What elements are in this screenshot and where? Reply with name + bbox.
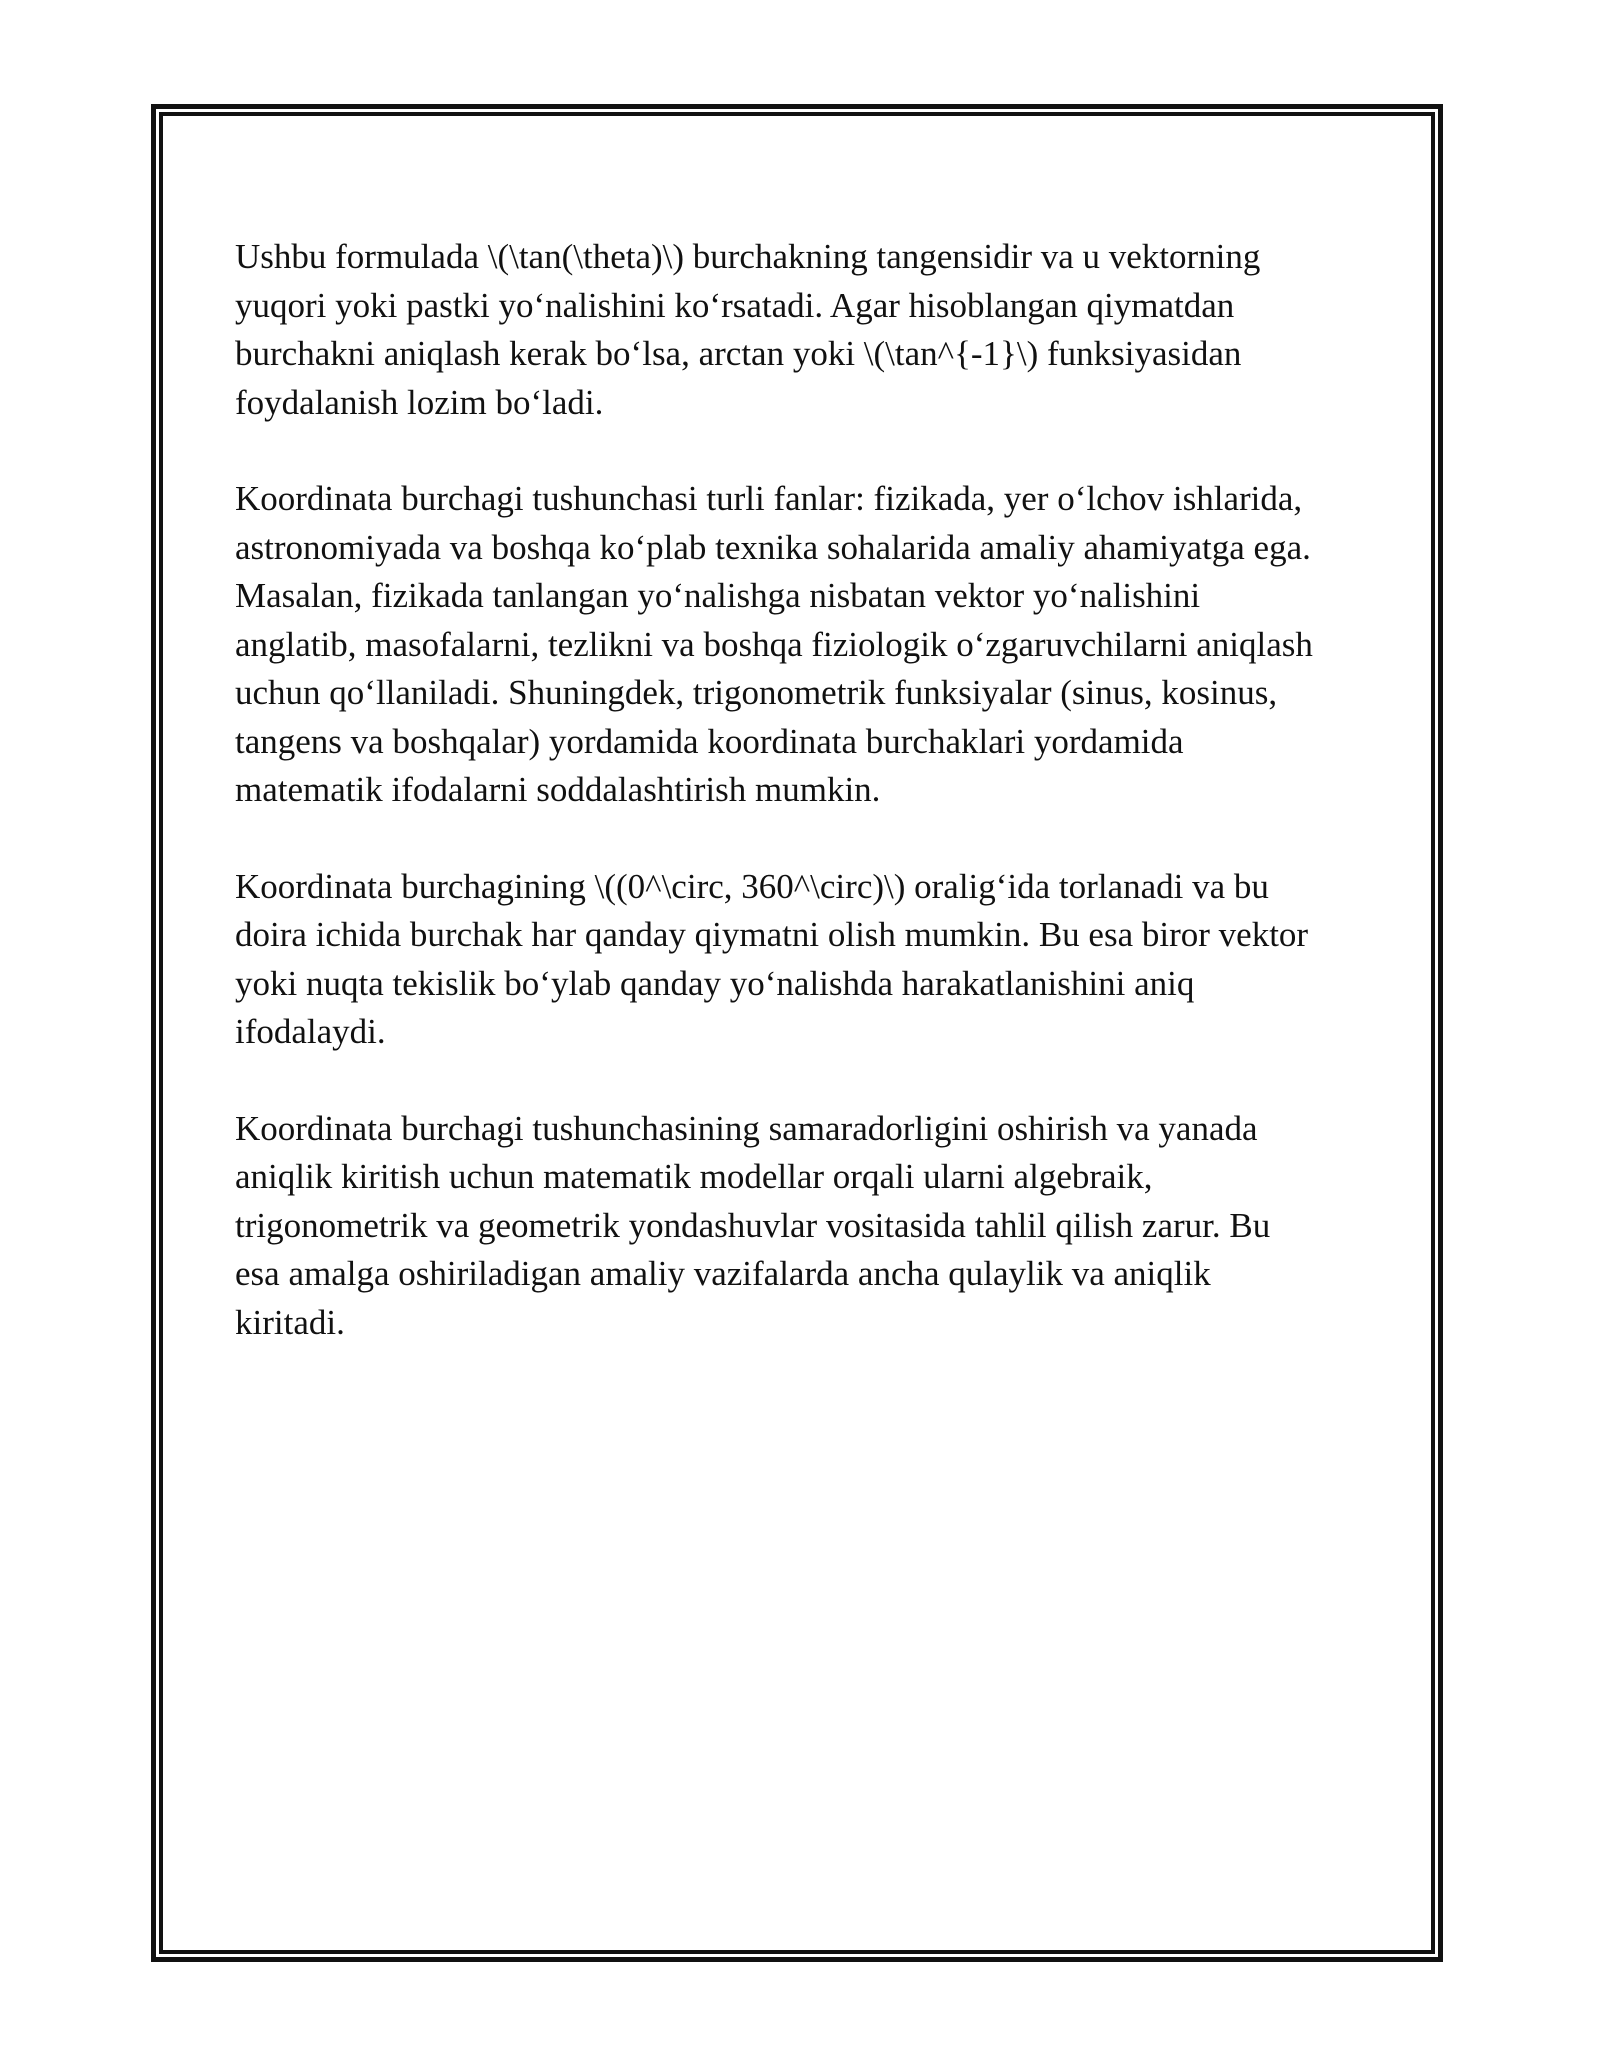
paragraph-3 xyxy=(235,863,1370,1057)
text-line: yuqori yoki pastki yo‘nalishini ko‘rsatadi. Agar hisoblangan qiymatdan xyxy=(235,285,1235,325)
text-line: foydalanish lozim bo‘ladi. xyxy=(235,382,604,422)
text-line: matematik ifodalarni soddalashtirish mumkin. xyxy=(235,770,881,809)
text-line: trigonometrik va geometrik yondashuvlar vositasida tahlil qilish zarur. Bu xyxy=(235,1205,1271,1245)
text-line: esa amalga oshiriladigan amaliy vazifalarda ancha qulaylik va aniqlik xyxy=(235,1254,1211,1293)
text-line: doira ichida burchak har qanday qiymatni olish mumkin. Bu esa biror vektor xyxy=(235,915,1309,954)
text-line: Ushbu formulada \(\tan(\theta)\) burchakning tangensidir va u vektorning xyxy=(235,237,1261,276)
text-line: Masalan, fizikada tanlangan yo‘nalishga nisbatan vektor yo‘nalishini xyxy=(235,576,1201,615)
paragraph-2 xyxy=(235,475,1370,815)
text-line: Koordinata burchagining \((0^\circ, 360^\circ)\) oralig‘ida torlanadi va bu xyxy=(235,866,1269,906)
text-line: ifodalaydi. xyxy=(235,1012,386,1051)
text-line: tangens va boshqalar) yordamida koordinata burchaklari yordamida xyxy=(235,721,1184,761)
text-line: Koordinata burchagi tushunchasining samaradorligini oshirish va yanada xyxy=(235,1108,1258,1148)
text-line: aniqlik kiritish uchun matematik modellar orqali ularni algebraik, xyxy=(235,1157,1153,1196)
text-line: Koordinata burchagi tushunchasi turli fanlar: fizikada, yer o‘lchov ishlarida, xyxy=(235,479,1303,518)
text-line: yoki nuqta tekislik bo‘ylab qanday yo‘nalishda harakatlanishini aniq xyxy=(235,963,1195,1003)
text-line: uchun qo‘llaniladi. Shuningdek, trigonometrik funksiyalar (sinus, kosinus, xyxy=(235,673,1278,712)
text-line: astronomiyada va boshqa ko‘plab texnika sohalarida amaliy ahamiyatga ega. xyxy=(235,527,1311,567)
text-line: burchakni aniqlash kerak bo‘lsa, arctan yoki \(\tan^{-1}\) funksiyasidan xyxy=(235,334,1242,373)
text-line: kiritadi. xyxy=(235,1302,345,1342)
paragraph-1 xyxy=(235,233,1370,427)
paragraph-4 xyxy=(235,1105,1370,1348)
text-line: anglatib, masofalarni, tezlikni va boshqa fiziologik o‘zgaruvchilarni aniqlash xyxy=(235,624,1313,664)
document-body xyxy=(235,233,1370,1395)
